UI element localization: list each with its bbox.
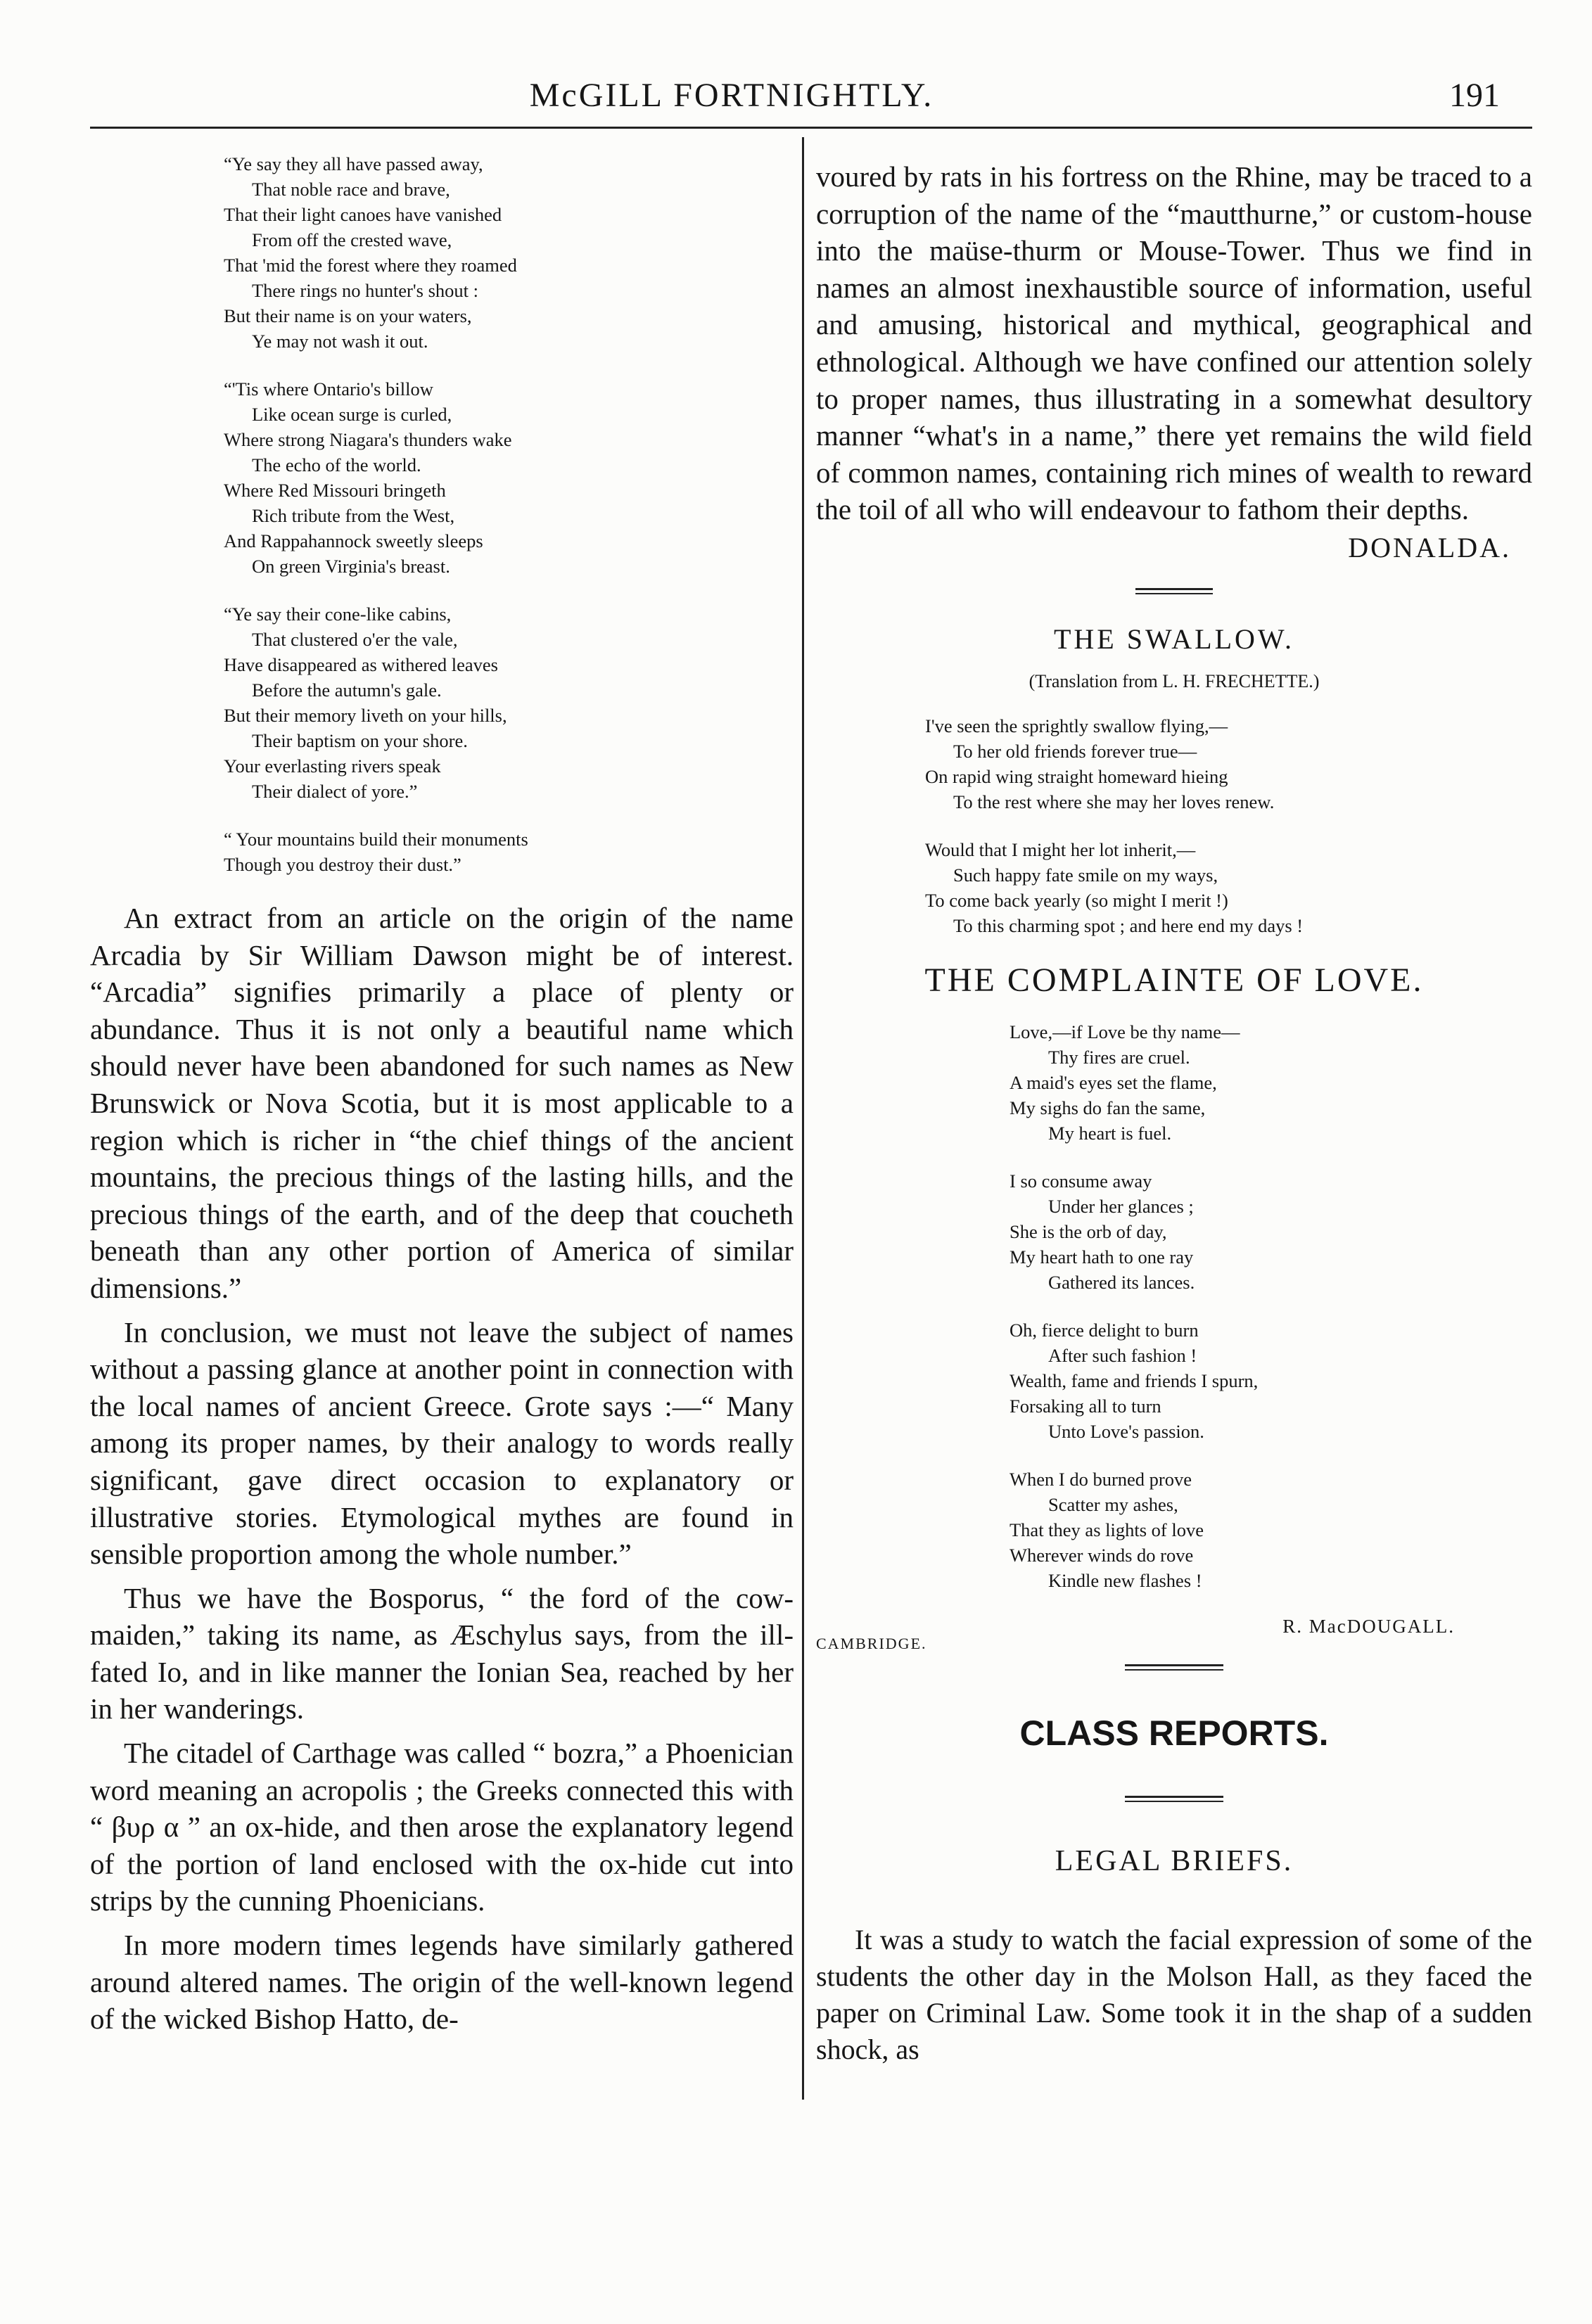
page-number: 191 — [1449, 77, 1500, 114]
page-header-title: McGILL FORTNIGHTLY. — [529, 77, 934, 114]
poem-line: Kindle new flashes ! — [1048, 1569, 1202, 1591]
poem-line: Under her glances ; — [1048, 1195, 1194, 1217]
header-rule — [90, 127, 1532, 129]
poem-stanza — [1010, 1019, 1532, 1146]
left-column — [90, 151, 794, 2038]
poem-line: To her old friends forever true— — [953, 740, 1197, 762]
poem-line: Your everlasting rivers speak — [224, 755, 441, 777]
swallow-poem — [816, 713, 1532, 938]
poem-stanza — [224, 601, 794, 804]
continuation-paragraph: voured by rats in his fortress on the Rhine, may be traced to a corruption of the name of the “mautthurne,” or custom-house into the maüse-thurm or Mouse-Tower. Thus we find in names an almost inexhaustible source of information, useful and amusing, historical and mythical, geographical and ethnological. Although we have confined our attention solely to proper names, thus illustrating in a somewhat desultory manner “what's in a name,” there yet remains the wild field of common names, containing rich mines of wealth to reward the toil of all who will endeavour to fathom their depths. — [816, 160, 1532, 526]
poem-line: Ye may not wash it out. — [252, 331, 428, 352]
poem-line: My sighs do fan the same, — [1010, 1097, 1206, 1118]
poem-line: To come back yearly (so might I merit !) — [925, 889, 1228, 911]
poem-line: But their name is on your waters, — [224, 305, 472, 326]
poem-line: That their light canoes have vanished — [224, 204, 502, 225]
poem-line: On green Virginia's breast. — [252, 556, 450, 577]
complainte-poem — [816, 1019, 1532, 1593]
poem-stanza — [224, 151, 794, 354]
legal-briefs-heading: LEGAL BRIEFS. — [1055, 1844, 1294, 1877]
poem-line: Wherever winds do rove — [1010, 1544, 1194, 1566]
right-column — [816, 158, 1532, 2068]
poem-line: Gathered its lances. — [1048, 1271, 1195, 1293]
poem-line: Oh, fierce delight to burn — [1010, 1319, 1199, 1341]
poem-line: Before the autumn's gale. — [252, 679, 442, 701]
poem-line: Rich tribute from the West, — [252, 505, 455, 526]
poem-line: Unto Love's passion. — [1048, 1420, 1204, 1442]
article-paragraph: Thus we have the Bosporus, “ the ford of the cow-maiden,” taking its name, as Æschylus says, from the ill-fated Io, and in like manner the Ionian Sea, reached by her in her wanderings. — [90, 1581, 794, 1725]
poem-stanza — [1010, 1168, 1532, 1295]
poem-author: R. MacDOUGALL. — [1282, 1615, 1455, 1637]
poem-stanza — [1010, 1467, 1532, 1593]
poem-line: I so consume away — [1010, 1170, 1152, 1192]
poem-stanza — [1010, 1317, 1532, 1444]
poem-line: Their dialect of yore.” — [252, 781, 418, 802]
poem-line: Their baptism on your shore. — [252, 730, 468, 751]
poem-line: She is the orb of day, — [1010, 1220, 1167, 1242]
poem-line: Where strong Niagara's thunders wake — [224, 429, 512, 450]
poem-line: My heart hath to one ray — [1010, 1246, 1194, 1268]
poem-line: That 'mid the forest where they roamed — [224, 255, 517, 276]
poem-line: Such happy fate smile on my ways, — [953, 864, 1218, 886]
section-divider — [1135, 588, 1213, 594]
poem-line: “'Tis where Ontario's billow — [224, 378, 433, 400]
poem-line: From off the crested wave, — [252, 229, 452, 250]
poem-line: I've seen the sprightly swallow flying,— — [925, 715, 1228, 736]
poem-line: “Ye say they all have passed away, — [224, 153, 483, 174]
poem-line: And Rappahannock sweetly sleeps — [224, 530, 483, 551]
poem-line: After such fashion ! — [1048, 1344, 1197, 1366]
poem-line: “ Your mountains build their monuments — [224, 829, 528, 850]
poem-line: My heart is fuel. — [1048, 1122, 1172, 1144]
poem-line: To the rest where she may her loves renew. — [953, 791, 1275, 812]
poem-line: That clustered o'er the vale, — [252, 629, 458, 650]
section-divider-2 — [1125, 1664, 1223, 1671]
poem-stanza — [224, 826, 794, 877]
article-paragraph: In conclusion, we must not leave the subject of names without a passing glance at another point in connection with the local names of ancient Greece. Grote says :—“ Many among its proper names, by their analogy to words really significant, gave direct occasion to explanatory or illustrative stories. Etymological mythes are found in sensible proportion among the whole number.” — [90, 1315, 794, 1571]
poem-line: When I do burned prove — [1010, 1468, 1192, 1490]
poem-place: CAMBRIDGE. — [816, 1634, 927, 1652]
legal-briefs-body — [816, 1922, 1532, 2068]
poem-line: That they as lights of love — [1010, 1519, 1204, 1540]
poem-line: Forsaking all to turn — [1010, 1395, 1161, 1417]
section-divider-3 — [1125, 1796, 1223, 1802]
poem-line: To this charming spot ; and here end my days ! — [953, 914, 1304, 936]
article-continuation — [816, 158, 1532, 528]
poem-line: “Ye say their cone-like cabins, — [224, 604, 452, 625]
swallow-title: THE SWALLOW. — [1053, 622, 1295, 655]
poem-line: Though you destroy their dust.” — [224, 854, 461, 875]
poem-line: But their memory liveth on your hills, — [224, 705, 507, 726]
complainte-title: THE COMPLAINTE OF LOVE. — [924, 961, 1424, 999]
column-divider — [802, 137, 804, 2100]
poem-stanza — [925, 713, 1532, 815]
article-paragraph: The citadel of Carthage was called “ bozra,” a Phoenician word meaning an acropolis ; the Greeks connected this with “ βυρ α ” an ox-hide, and then arose the explanatory legend of the portion of land enclosed with the ox-hide cut into strips by the cunning Phoenicians. — [90, 1737, 794, 1917]
poem-line: Love,—if Love be thy name— — [1010, 1021, 1240, 1042]
poem-line: Scatter my ashes, — [1048, 1493, 1178, 1515]
indian-names-poem — [90, 151, 794, 877]
poem-line: Like ocean surge is curled, — [252, 404, 452, 425]
poem-line: Thy fires are cruel. — [1048, 1046, 1190, 1068]
poem-stanza — [224, 376, 794, 579]
poem-line: The echo of the world. — [252, 454, 421, 475]
author-signature: DONALDA. — [1348, 531, 1511, 563]
poem-line: That noble race and brave, — [252, 179, 450, 200]
poem-line: Where Red Missouri bringeth — [224, 480, 446, 501]
article-paragraph: An extract from an article on the origin of the name Arcadia by Sir William Dawson might be of interest. “Arcadia” signifies primarily a place of plenty or abundance. Thus it is not only a beautiful name which should never have been abandoned for such names as New Brunswick or Nova Scotia, but it is most applicable to a region which is richer in “the chief things of the ancient mountains, the precious things of the lasting hills, and the precious things of the earth, and of the deep that coucheth beneath than any other portion of America of similar dimensions.” — [90, 902, 794, 1304]
poem-line: A maid's eyes set the flame, — [1010, 1071, 1217, 1093]
poem-line: On rapid wing straight homeward hieing — [925, 765, 1228, 787]
poem-line: Wealth, fame and friends I spurn, — [1010, 1370, 1259, 1391]
article-paragraph: In more modern times legends have similarly gathered around altered names. The origin of the well-known legend of the wicked Bishop Hatto, de- — [90, 1929, 794, 2036]
poem-line: There rings no hunter's shout : — [252, 280, 478, 301]
poem-line: Have disappeared as withered leaves — [224, 654, 498, 675]
article-body — [90, 900, 794, 2038]
class-reports-heading: CLASS REPORTS. — [1019, 1713, 1329, 1753]
legal-briefs-paragraph: It was a study to watch the facial expression of some of the students the other day in the Molson Hall, as they faced the paper on Criminal Law. Some took it in the shap of a sudden shock, as — [816, 1923, 1532, 2065]
swallow-subtitle: (Translation from L. H. FRECHETTE.) — [1029, 670, 1320, 691]
poem-line: Would that I might her lot inherit,— — [925, 838, 1196, 860]
poem-stanza — [925, 837, 1532, 938]
